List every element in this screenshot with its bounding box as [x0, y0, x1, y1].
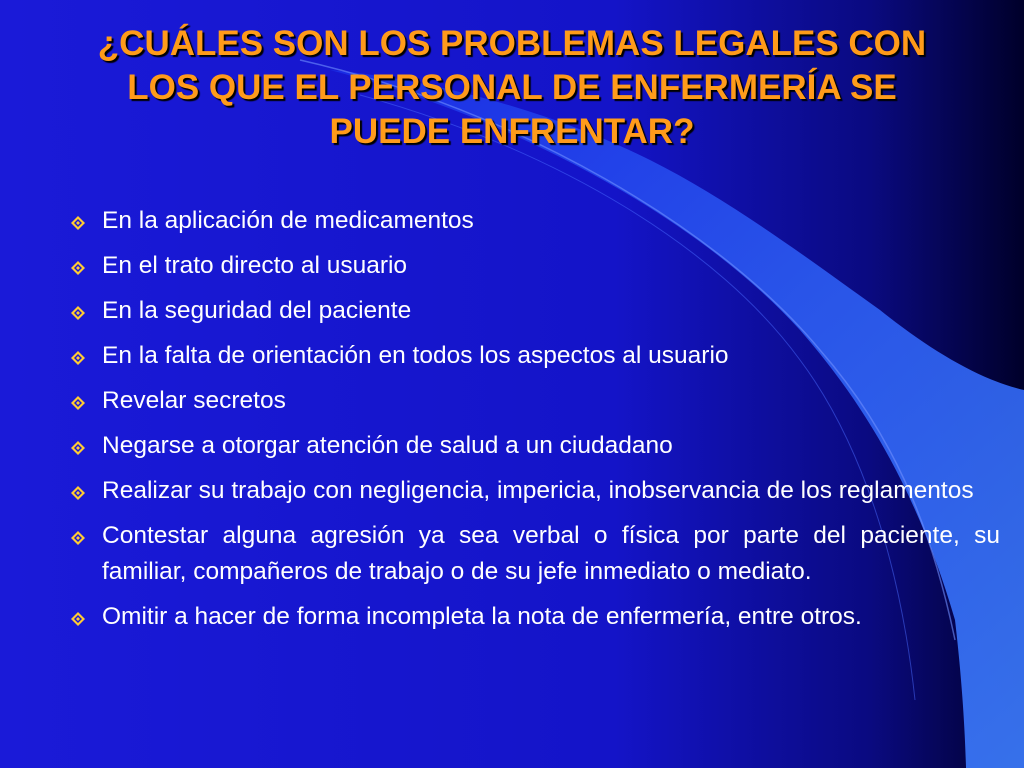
bullet-text: En el trato directo al usuario [102, 252, 408, 279]
bullet-list [68, 203, 1000, 644]
diamond-bullet-icon [70, 305, 86, 321]
title-line: ¿CUÁLES SON LOS PROBLEMAS LEGALES CON [97, 24, 927, 63]
bullet-text: Negarse a otorgar atención de salud a un ciudadano [102, 432, 673, 459]
diamond-bullet-icon [70, 350, 86, 366]
diamond-bullet-icon [70, 485, 86, 501]
bullet-text: Omitir a hacer de forma incompleta la nota de enfermería, entre otros. [102, 603, 862, 630]
diamond-bullet-icon [70, 530, 86, 546]
bullet-item [68, 428, 1000, 464]
bullet-item [68, 248, 1000, 284]
diamond-bullet-icon [70, 260, 86, 276]
title-line: LOS QUE EL PERSONAL DE ENFERMERÍA SE [127, 68, 897, 107]
bullet-text: En la seguridad del paciente [102, 297, 412, 324]
bullet-item [68, 599, 1000, 635]
diamond-bullet-icon [70, 611, 86, 627]
bullet-text: En la falta de orientación en todos los aspectos al usuario [102, 342, 729, 369]
diamond-bullet-icon [70, 215, 86, 231]
bullet-text: Revelar secretos [102, 387, 286, 414]
bullet-item [68, 473, 1000, 509]
title-line: PUEDE ENFRENTAR? [329, 112, 695, 151]
bullet-item [68, 203, 1000, 239]
bullet-item [68, 383, 1000, 419]
diamond-bullet-icon [70, 440, 86, 456]
bullet-item [68, 293, 1000, 329]
bullet-text: En la aplicación de medicamentos [102, 207, 474, 234]
slide-title [0, 22, 1024, 154]
bullet-item [68, 518, 1000, 590]
diamond-bullet-icon [70, 395, 86, 411]
bullet-text: Contestar alguna agresión ya sea verbal o física por parte del paciente, su familiar, compañeros de trabajo o de su jefe inmediato o mediato. [102, 522, 1000, 585]
bullet-text: Realizar su trabajo con negligencia, impericia, inobservancia de los reglamentos [102, 477, 974, 504]
bullet-item [68, 338, 1000, 374]
